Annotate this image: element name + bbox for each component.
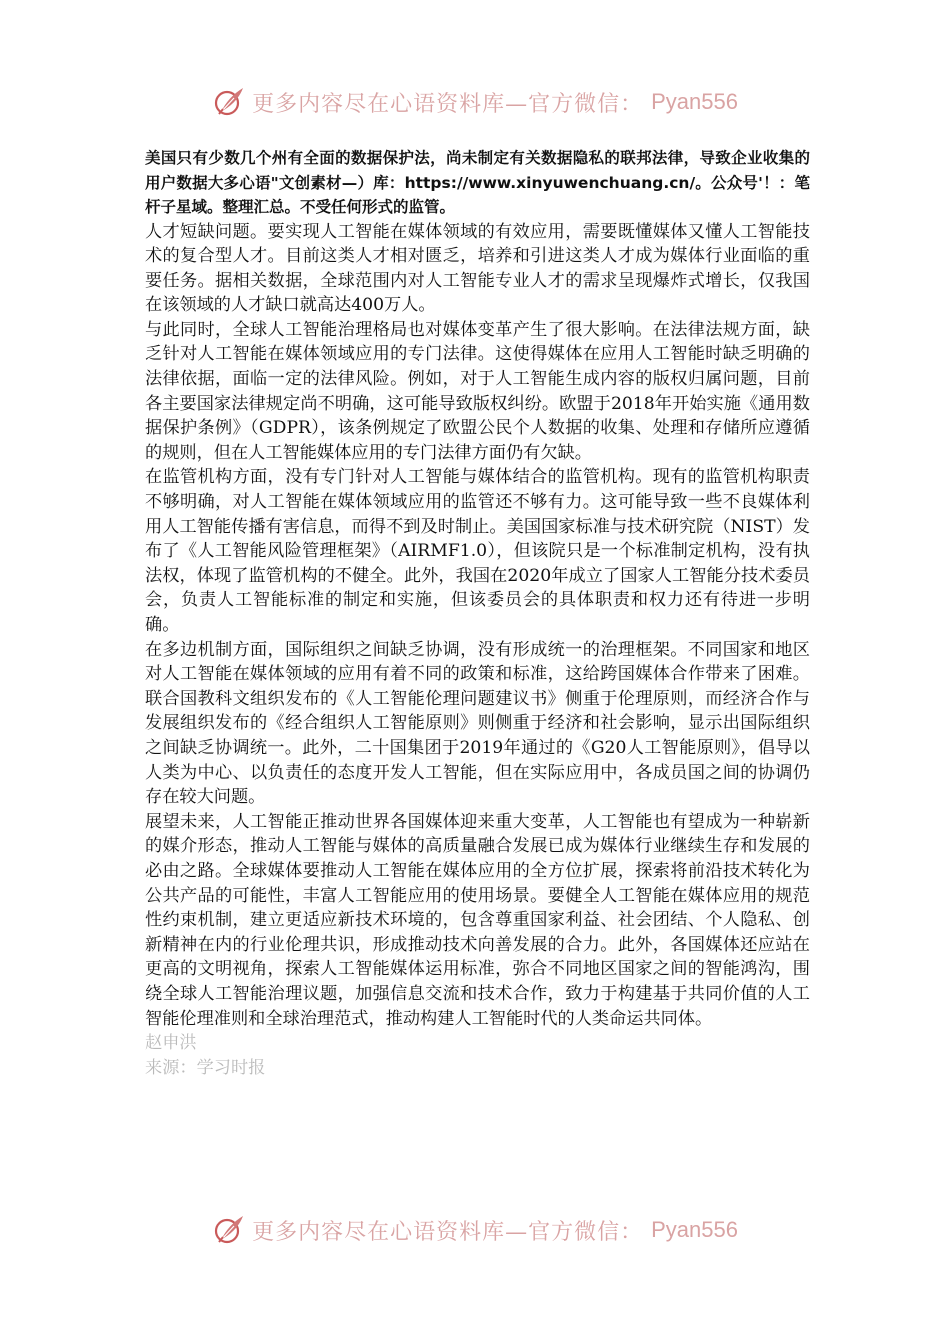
feather-pen-logo-icon <box>212 1213 246 1247</box>
paragraph-regulatory-bodies: 在监管机构方面，没有专门针对人工智能与媒体结合的监管机构。现有的监管机构职责不够明确，对人工智能在媒体领域应用的监管还不够有力。这可能导致一些不良媒体利用人工智能传播有害信息，而得不到及时制止。美国国家标准与技术研究院（NIST）发布了《人工智能风险管理框架》（AIRMF1.0），但该院只是一个标准制定机构，没有执法权，体现了监管机构的不健全。此外，我国在2020年成立了国家人工智能分技术委员会，负责人工智能标准的制定和实施，但该委员会的具体职责和权力还有待进一步明确。 <box>145 467 810 635</box>
paragraph-talent-shortage: 人才短缺问题。要实现人工智能在媒体领域的有效应用，需要既懂媒体又懂人工智能技术的复合型人才。目前这类人才相对匮乏，培养和引进这类人才成为媒体行业面临的重要任务。据相关数据，全球范围内对人工智能专业人才的需求呈现爆炸式增长，仅我国在该领域的人才缺口就高达400万人。 <box>145 221 810 316</box>
notice-paragraph: 美国只有少数几个州有全面的数据保护法，尚未制定有关数据隐私的联邦法律，导致企业收集的用户数据大多心语"文创素材—）库：https://www.xinyuwenchuang.cn/。公众号'！：笔杆子星域。整理汇总。不受任何形式的监管。 <box>145 149 810 216</box>
author-name: 赵申洪 <box>145 1033 197 1054</box>
watermark-header <box>0 82 950 122</box>
source-line: 来源：学习时报 <box>145 1057 266 1078</box>
watermark-text: 更多内容尽在心语资料库—官方微信： <box>252 1219 644 1245</box>
document-body <box>145 146 810 1080</box>
watermark-footer <box>0 1210 950 1250</box>
paragraph-multilateral-mechanism: 在多边机制方面，国际组织之间缺乏协调，没有形成统一的治理框架。不同国家和地区对人工智能在媒体领域的应用有着不同的政策和标准，这给跨国媒体合作带来了困难。联合国教科文组织发布的《人工智能伦理问题建议书》侧重于伦理原则，而经济合作与发展组织发布的《经合组织人工智能原则》则侧重于经济和社会影响，显示出国际组织之间缺乏协调统一。此外，二十国集团于2019年通过的《G20人工智能原则》，倡导以人类为中心、以负责任的态度开发人工智能，但在实际应用中，各成员国之间的协调仍存在较大问题。 <box>145 639 810 808</box>
paragraph-legal-framework: 与此同时，全球人工智能治理格局也对媒体变革产生了很大影响。在法律法规方面，缺乏针对人工智能在媒体领域应用的专门法律。这使得媒体在应用人工智能时缺乏明确的法律依据，面临一定的法律风险。例如，对于人工智能生成内容的版权归属问题，目前各主要国家法律规定尚不明确，这可能导致版权纠纷。欧盟于2018年开始实施《通用数据保护条例》（GDPR），该条例规定了欧盟公民个人数据的收集、处理和存储所应遵循的规则，但在人工智能媒体应用的专门法律方面仍有欠缺。 <box>145 319 810 463</box>
watermark-text: 更多内容尽在心语资料库—官方微信： <box>252 91 644 117</box>
paragraph-outlook: 展望未来，人工智能正推动世界各国媒体迎来重大变革，人工智能也有望成为一种崭新的媒介形态，推动人工智能与媒体的高质量融合发展已成为媒体行业继续生存和发展的必由之路。全球媒体要推动人工智能在媒体应用的全方位扩展，探索将前沿技术转化为公共产品的可能性，丰富人工智能应用的使用场景。要健全人工智能在媒体应用的规范性约束机制，建立更适应新技术环境的，包含尊重国家利益、社会团结、个人隐私、创新精神在内的行业伦理共识，形成推动技术向善发展的合力。此外，各国媒体还应站在更高的文明视角，探索人工智能媒体运用标准，弥合不同地区国家之间的智能鸿沟，围绕全球人工智能治理议题，加强信息交流和技术合作，致力于构建基于共同价值的人工智能伦理准则和全球治理范式，推动构建人工智能时代的人类命运共同体。 <box>145 811 810 1029</box>
watermark-wechat-id: Pyan556 <box>651 89 738 114</box>
watermark-wechat-id: Pyan556 <box>651 1217 738 1242</box>
feather-pen-logo-icon <box>212 85 246 119</box>
